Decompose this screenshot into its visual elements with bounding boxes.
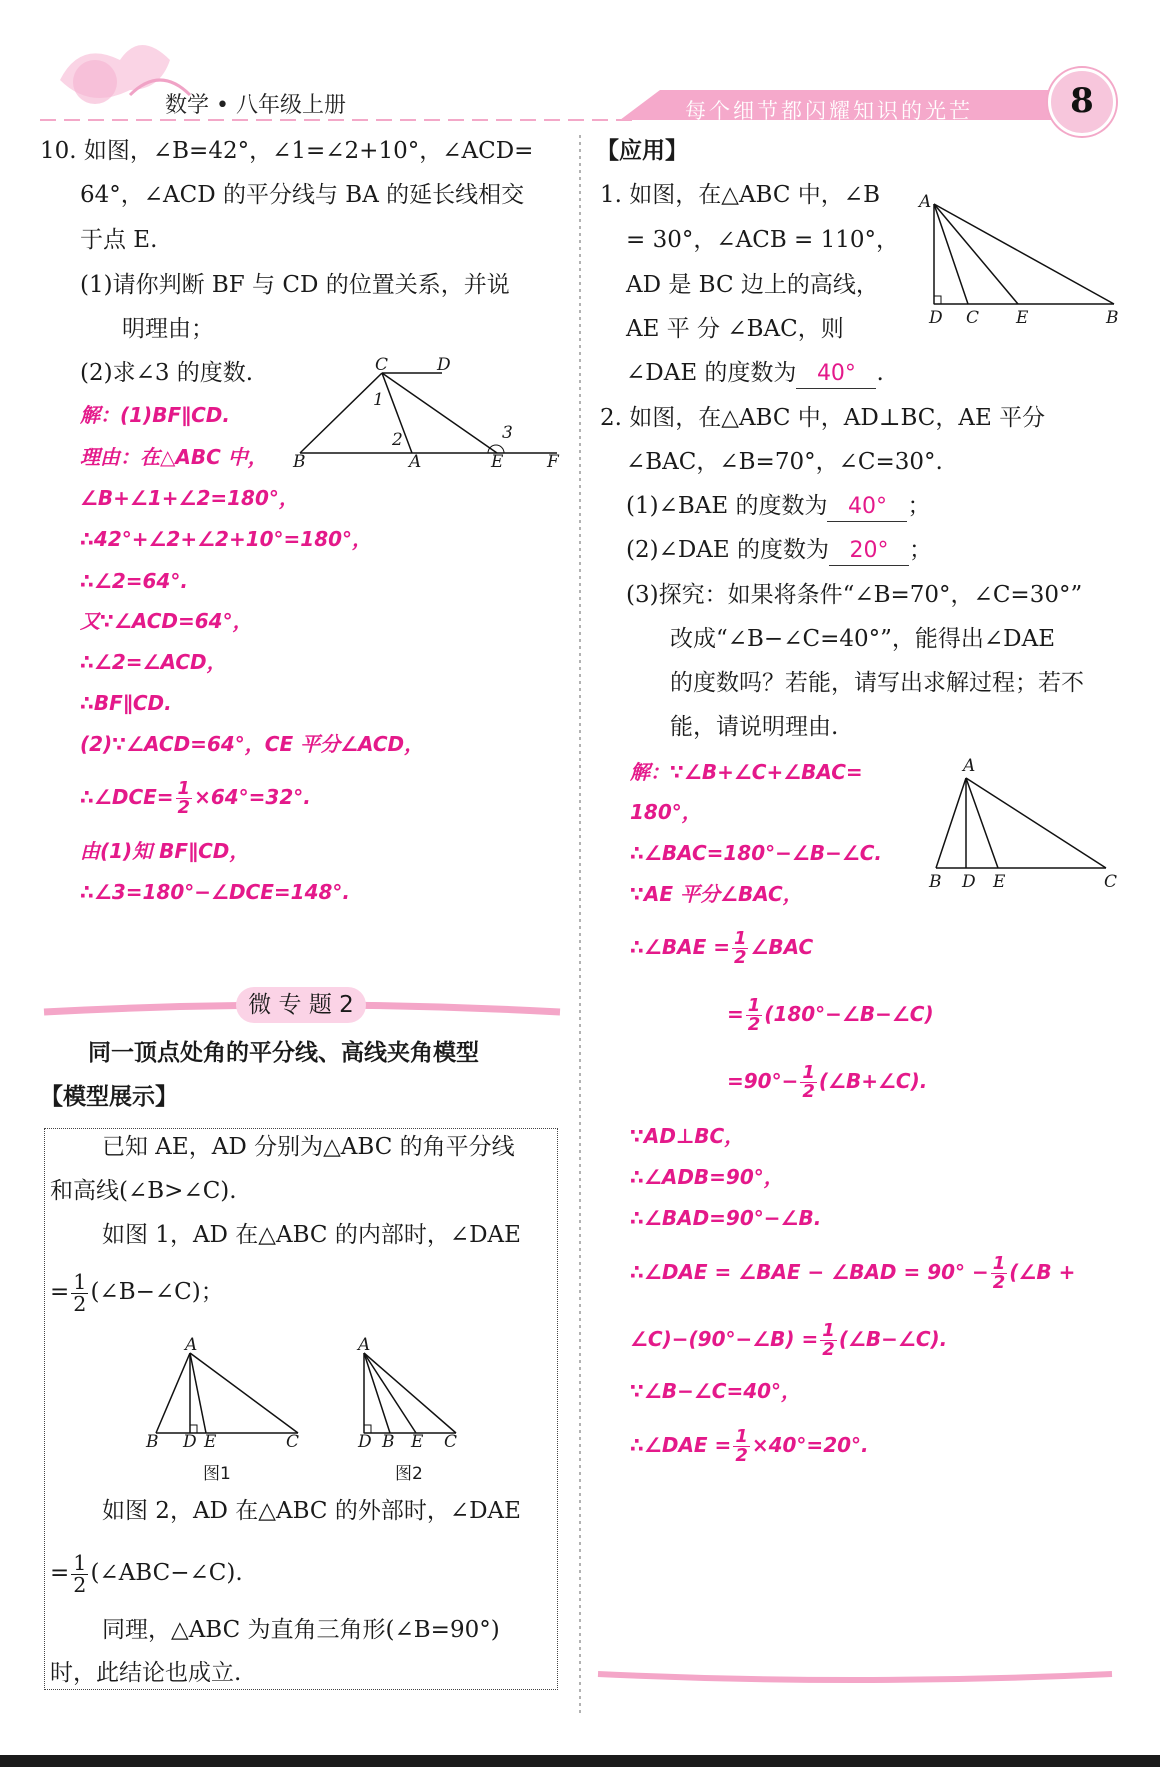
q2-sol-5-pre: ∴∠BAE = (630, 935, 730, 959)
q2-sol-12-den: 2 (822, 1339, 835, 1360)
q2-sol-5-post: ∠BAC (750, 935, 814, 959)
q2-sol-14-frac (733, 1428, 750, 1465)
model-p3b-pre: = (50, 1560, 70, 1587)
model-half-2-num: 1 (73, 1551, 87, 1575)
q1-label-D: D (929, 308, 943, 328)
page-number: 8 (1048, 68, 1116, 136)
q2-sol-11-pre: ∴∠DAE = ∠BAE − ∠BAD = 90° − (630, 1260, 989, 1284)
header-motto: 每个细节都闪耀知识的光芒 (685, 99, 973, 123)
q10-line-1: 10. 如图，∠B=42°，∠1=∠2+10°，∠ACD= (40, 138, 534, 164)
model-section-title: 【模型展示】 (40, 1084, 178, 1110)
q10-label-B: B (293, 452, 306, 472)
q10-sol-9: (2)∵∠ACD=64°，CE 平分∠ACD， (80, 732, 425, 756)
q2-sol-12-num: 1 (822, 1320, 835, 1341)
q10-sol-4: ∴42°+∠2+∠2+10°=180°， (80, 527, 373, 551)
model-half-2 (71, 1553, 88, 1595)
q2-sol-8: ∵AD⊥BC， (630, 1124, 745, 1148)
book-title: 数学 • 八年级上册 (165, 93, 346, 118)
q2-label-A: A (963, 756, 976, 776)
q10-line-3: 于点 E. (80, 227, 158, 253)
apply-q2-line-1: 2. 如图，在△ABC 中，AD⊥BC，AE 平分 (600, 405, 1046, 431)
bottom-bar (0, 1755, 1160, 1767)
q2-sol-12-pre: ∠C)−(90°−∠B) = (630, 1327, 819, 1351)
q2-sol-6-frac (746, 997, 763, 1034)
q2-sol-7-pre: =90°− (727, 1069, 799, 1093)
model-p1a: 已知 AE，AD 分别为△ABC 的角平分线 (102, 1134, 515, 1160)
model-p4b: 时，此结论也成立. (50, 1660, 242, 1686)
q10-angle-2: 2 (392, 430, 403, 450)
q10-line-5: 明理由； (122, 316, 214, 342)
q2-sol-11-den: 2 (992, 1272, 1006, 1293)
fig1-label-A: A (185, 1335, 198, 1355)
q10-angle-3: 3 (502, 423, 513, 443)
apply-q2-part-1 (626, 491, 930, 522)
apply-q1-line-2: = 30°，∠ACB = 110°， (626, 227, 900, 253)
q10-figure (292, 358, 562, 478)
q10-sol-12: ∴∠3=180°−∠DCE=148°. (80, 880, 350, 904)
q2-sol-6-pre: = (727, 1002, 744, 1026)
q2-sol-7-num: 1 (802, 1062, 815, 1083)
fig1-label-E: E (204, 1432, 217, 1452)
q2-sol-14-num: 1 (735, 1426, 748, 1447)
apply-q1-line-3: AD 是 BC 边上的高线， (626, 272, 879, 298)
apply-q1-figure (928, 198, 1118, 308)
q10-sol-5: ∴∠2=64°. (80, 569, 188, 593)
q10-fraction (176, 780, 193, 817)
apply-q1-prompt: ∠DAE 的度数为 (626, 360, 797, 386)
q2-sol-10: ∴∠BAD=90°−∠B. (630, 1206, 822, 1230)
q10-sol-11: 由(1)知 BF∥CD， (80, 839, 250, 863)
model-p4a: 同理，△ABC 为直角三角形(∠B=90°) (102, 1617, 500, 1643)
q2-sol-14-post: ×40°=20°. (751, 1433, 869, 1457)
q1-label-E: E (1016, 308, 1029, 328)
q2-sol-7-frac (800, 1064, 817, 1101)
apply-q2-figure (930, 770, 1110, 880)
apply-q2-p3-4: 能，请说明理由. (670, 714, 839, 740)
q10-label-E: E (491, 452, 504, 472)
q2-sol-14-pre: ∴∠DAE = (630, 1433, 732, 1457)
q2-sol-2: 180°， (630, 800, 702, 824)
q2-sol-7-den: 2 (802, 1081, 815, 1102)
q2-sol-11-num: 1 (992, 1253, 1006, 1274)
apply-q1-answer: 40° (796, 360, 876, 389)
apply-q1-line-1: 1. 如图，在△ABC 中，∠B (600, 182, 880, 208)
apply-q1-line-4: AE 平 分 ∠BAC，则 (626, 316, 844, 342)
q2-sol-12-frac (820, 1322, 837, 1359)
fig2-label-E: E (411, 1432, 424, 1452)
q2-sol-13: ∵∠B−∠C=40°， (630, 1379, 802, 1403)
q2-sol-5-num: 1 (733, 928, 747, 949)
apply-q2-p2: (2)∠DAE 的度数为 (626, 537, 830, 563)
q2-label-B: B (929, 872, 942, 892)
model-p3b-post: (∠ABC−∠C). (90, 1560, 243, 1587)
fig2-label-A: A (358, 1335, 371, 1355)
model-figure-1 (148, 1345, 308, 1445)
q10-frac-den: 2 (177, 797, 191, 818)
q10-line-4: (1)请你判断 BF 与 CD 的位置关系，并说 (80, 272, 510, 298)
apply-q2-answer-2: 20° (829, 537, 909, 566)
header-decoration (0, 0, 1160, 140)
q2-sol-14 (630, 1428, 869, 1465)
model-p2a: 如图 1，AD 在△ABC 的内部时，∠DAE (102, 1222, 521, 1248)
q2-sol-5-den: 2 (733, 947, 747, 968)
q2-sol-7-post: (∠B+∠C). (818, 1069, 928, 1093)
q10-label-F: F (547, 452, 559, 472)
q10-sol-7: ∴∠2=∠ACD， (80, 650, 227, 674)
apply-q2-p3-2: 改成“∠B−∠C=40°”，能得出∠DAE (670, 626, 1055, 652)
bottom-band (596, 1666, 1116, 1686)
fig2-label-D: D (358, 1432, 372, 1452)
model-half-2-den: 2 (73, 1572, 87, 1597)
q2-label-C: C (1104, 872, 1118, 892)
q1-label-C: C (966, 308, 980, 328)
q2-sol-5-frac (732, 930, 749, 967)
fig2-label-B: B (382, 1432, 395, 1452)
q2-sol-6 (727, 997, 934, 1034)
q10-frac-post: ×64°=32°. (194, 785, 311, 809)
q10-line-6: (2)求∠3 的度数. (80, 360, 254, 386)
q10-sol-8: ∴BF∥CD. (80, 691, 172, 715)
fig2-caption: 图2 (395, 1464, 423, 1484)
q2-sol-5 (630, 930, 813, 967)
q2-sol-12 (630, 1322, 947, 1359)
model-p2b-pre: = (50, 1279, 70, 1306)
fig1-caption: 图1 (203, 1464, 231, 1484)
q1-label-A: A (919, 192, 932, 212)
apply-q2-answer-1: 40° (827, 493, 907, 522)
apply-q2-part-2 (626, 535, 932, 566)
q2-sol-1: 解：∵∠B+∠C+∠BAC= (630, 760, 863, 784)
apply-q2-p1: (1)∠BAE 的度数为 (626, 493, 828, 519)
q10-line-2: 64°，∠ACD 的平分线与 BA 的延长线相交 (80, 182, 525, 208)
model-p3b (50, 1553, 243, 1595)
apply-section-title: 【应用】 (596, 138, 688, 164)
q2-sol-14-den: 2 (735, 1445, 748, 1466)
q2-label-D: D (962, 872, 976, 892)
q2-sol-6-num: 1 (747, 995, 761, 1016)
q2-sol-11-frac (991, 1255, 1008, 1292)
q2-sol-4: ∵AE 平分∠BAC， (630, 882, 803, 906)
apply-q2-semi-2: ； (909, 537, 933, 563)
q2-sol-12-post: (∠B−∠C). (838, 1327, 948, 1351)
q2-sol-3: ∴∠BAC=180°−∠B−∠C. (630, 841, 883, 865)
q2-sol-11-post: (∠B + (1009, 1260, 1076, 1284)
fig1-label-D: D (183, 1432, 197, 1452)
q2-sol-7 (727, 1064, 927, 1101)
topic-title: 同一顶点处角的平分线、高线夹角模型 (88, 1040, 479, 1066)
model-p2b (50, 1272, 224, 1314)
model-half-1 (71, 1272, 88, 1314)
q10-sol-1: 解：(1)BF∥CD. (80, 403, 230, 427)
fig2-label-C: C (444, 1432, 458, 1452)
q10-label-D: D (437, 355, 451, 375)
model-p3a: 如图 2，AD 在△ABC 的外部时，∠DAE (102, 1498, 521, 1524)
q10-sol-3: ∠B+∠1+∠2=180°， (80, 486, 299, 510)
topic-badge: 微 专 题 2 (236, 987, 366, 1023)
q10-label-A: A (409, 452, 422, 472)
q10-label-C: C (375, 355, 389, 375)
q1-label-B: B (1106, 308, 1119, 328)
model-p2b-post: (∠B−∠C)； (90, 1279, 224, 1306)
apply-q2-line-2: ∠BAC，∠B=70°，∠C=30°. (626, 449, 943, 475)
q2-sol-11 (630, 1255, 1075, 1292)
q2-label-E: E (993, 872, 1006, 892)
q10-sol-10 (80, 780, 311, 817)
model-figure-2 (356, 1345, 466, 1445)
model-half-1-den: 2 (73, 1291, 87, 1316)
q10-angle-1: 1 (373, 390, 384, 410)
q10-frac-num: 1 (177, 778, 191, 799)
q2-sol-9: ∴∠ADB=90°， (630, 1165, 784, 1189)
fig1-label-B: B (146, 1432, 159, 1452)
column-divider (578, 135, 582, 1715)
apply-q2-p3-1: (3)探究：如果将条件“∠B=70°，∠C=30°” (626, 582, 1083, 608)
apply-q2-p3-3: 的度数吗？若能，请写出求解过程；若不 (670, 670, 1084, 696)
model-p1b: 和高线(∠B>∠C). (50, 1178, 237, 1204)
q10-sol-2: 理由：在△ABC 中， (80, 445, 268, 469)
fig1-label-C: C (286, 1432, 300, 1452)
q10-sol-6: 又∵∠ACD=64°， (80, 609, 253, 633)
apply-q1-end: . (876, 360, 884, 386)
model-half-1-num: 1 (73, 1270, 87, 1294)
q10-frac-pre: ∴∠DCE= (80, 785, 174, 809)
apply-q1-line-5 (626, 358, 884, 389)
apply-q2-semi-1: ； (907, 493, 931, 519)
q2-sol-6-post: (180°−∠B−∠C) (764, 1002, 934, 1026)
q2-sol-6-den: 2 (747, 1014, 761, 1035)
